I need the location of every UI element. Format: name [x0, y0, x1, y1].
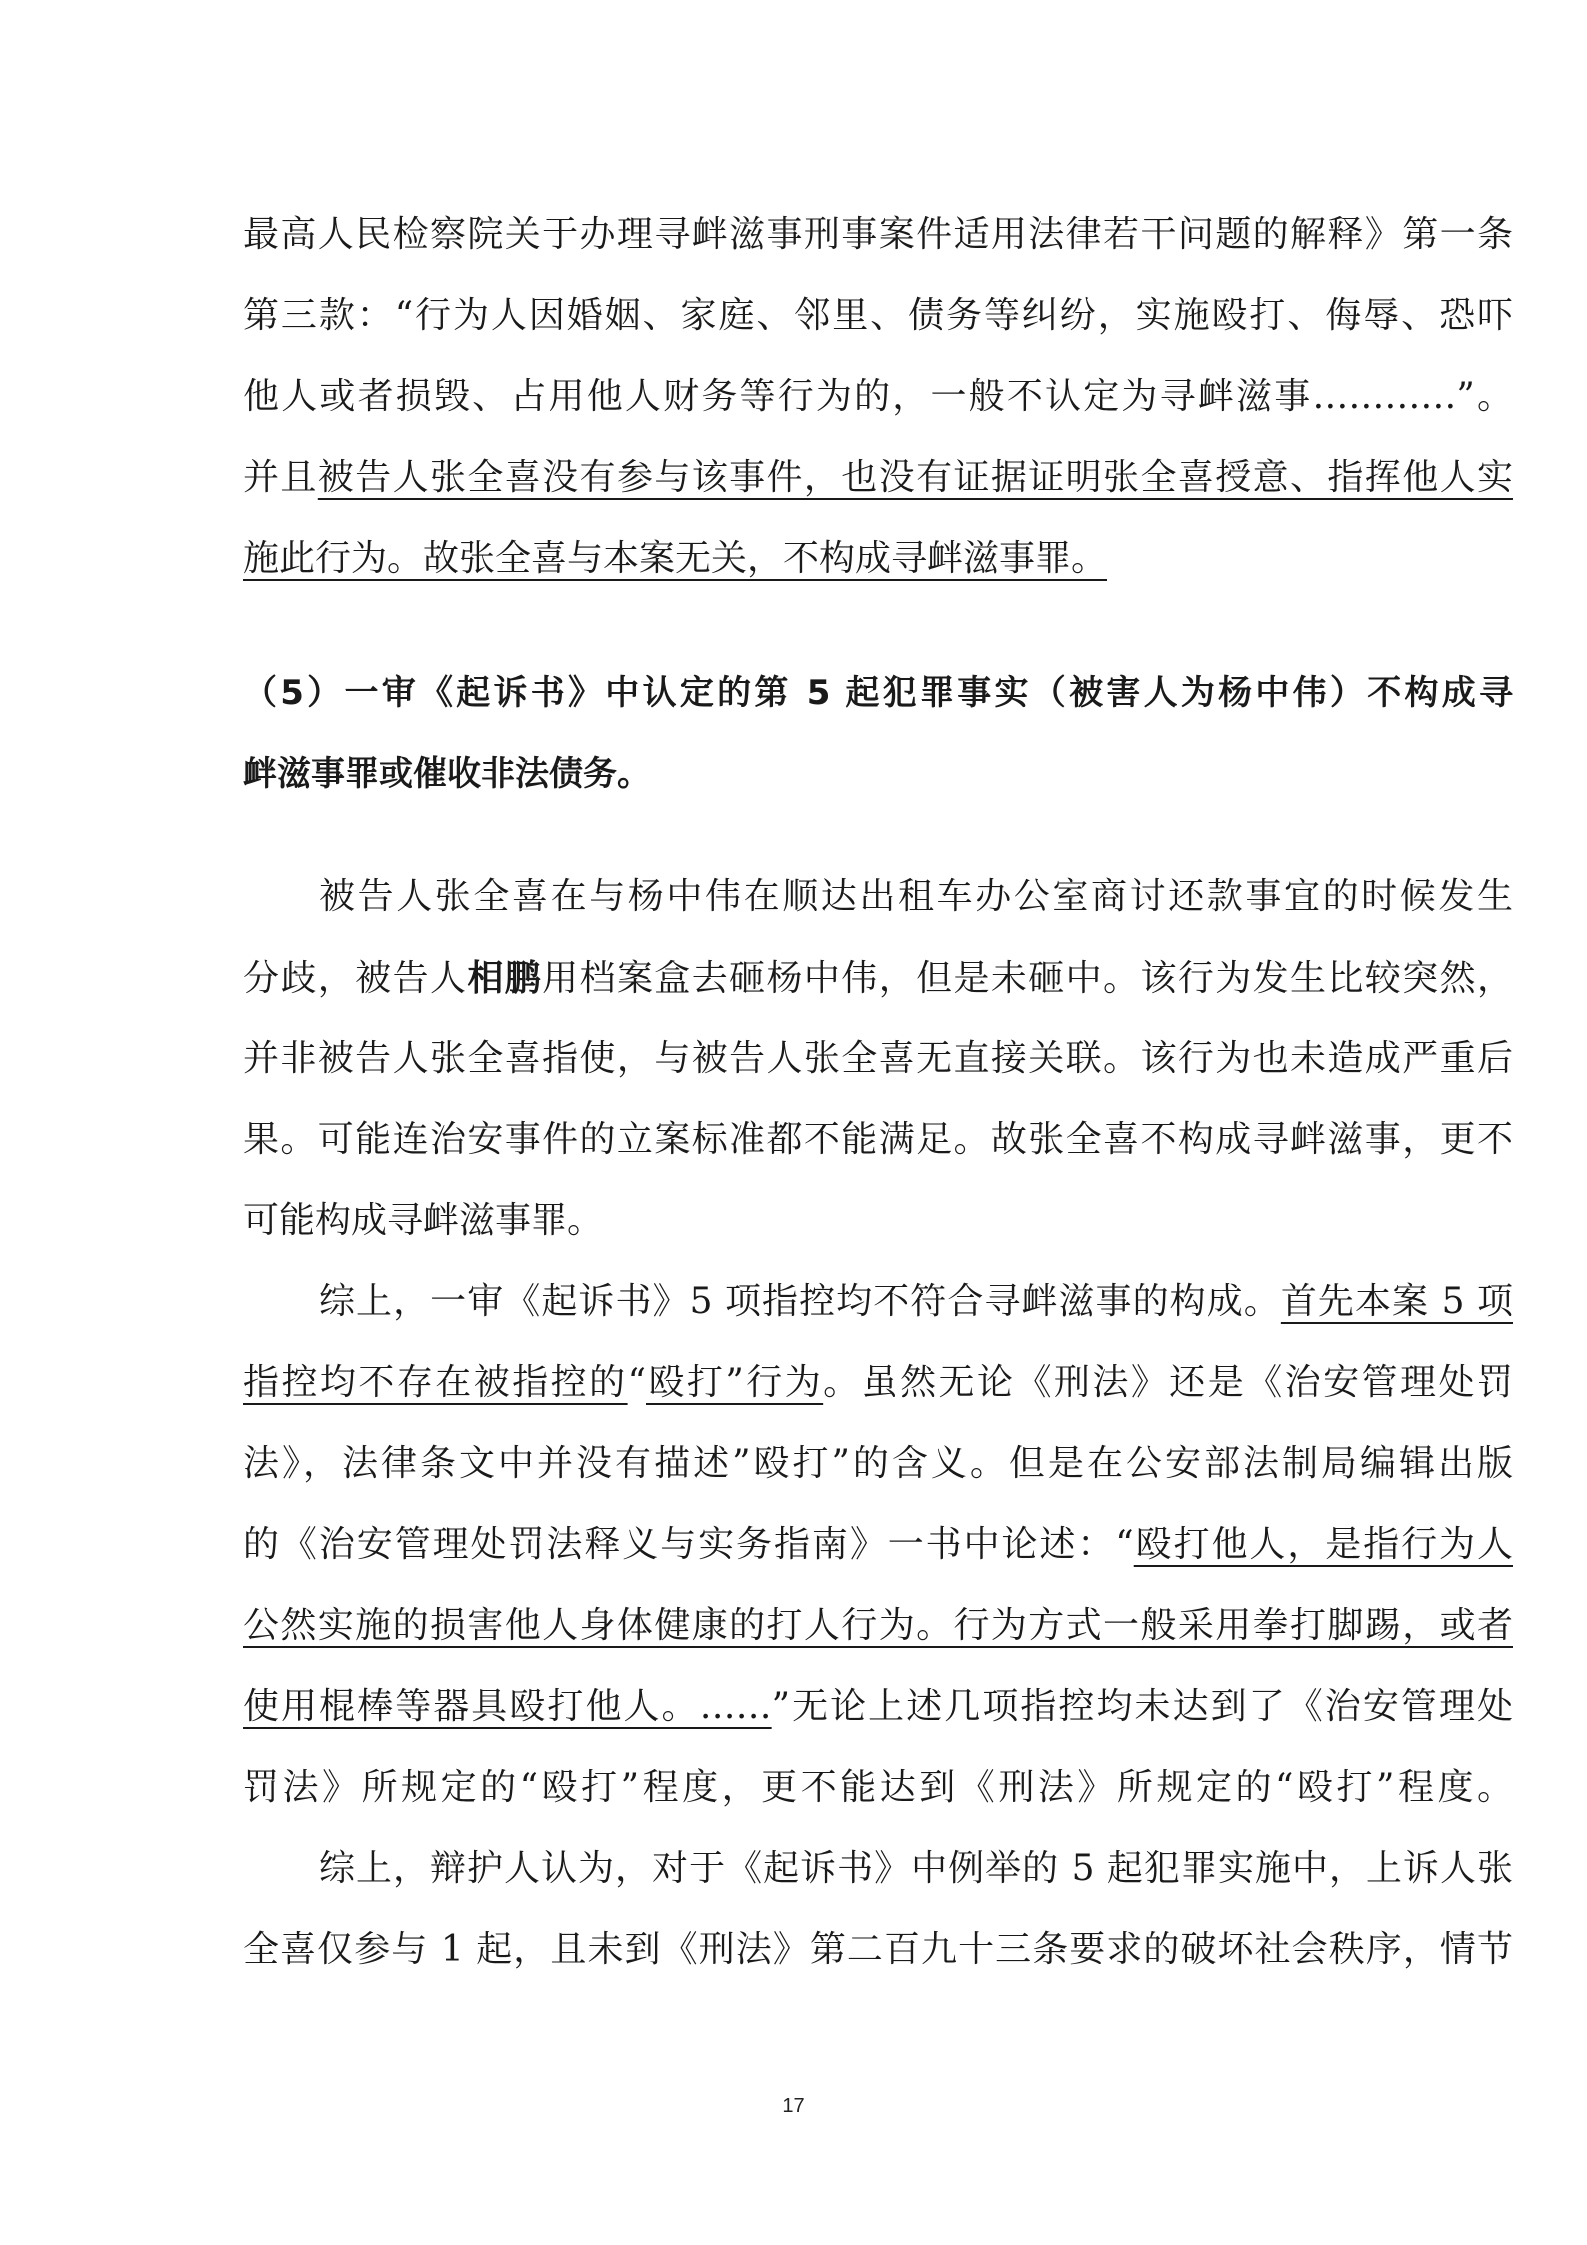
- section-heading-5-line-1: （5）一审《起诉书》中认定的第 5 起犯罪事实（被害人为杨中伟）不构成寻: [243, 673, 1513, 713]
- para3-line-4: [243, 1515, 1513, 1575]
- para3-line-2-underlined-1: 指控均不存在被指控的: [243, 1362, 628, 1403]
- para2-line-2-c: 用档案盒去砸杨中伟，但是未砸中。该行为发生比较突然，: [542, 958, 1513, 999]
- para3-line-1-plain: 综上，一审《起诉书》5 项指控均不符合寻衅滋事的构成。: [319, 1281, 1281, 1322]
- para1-line-4-plain: 并且: [243, 457, 318, 498]
- para3-line-5: [243, 1596, 1513, 1656]
- para3-line-6: [243, 1677, 1513, 1737]
- page-number: 17: [782, 2095, 805, 2117]
- para3-line-2: [243, 1353, 1513, 1413]
- para3-line-2-quote: “: [627, 1362, 646, 1403]
- para3-line-7: 罚法》所规定的“殴打”程度，更不能达到《刑法》所规定的“殴打”程度。: [243, 1767, 1513, 1808]
- para3-line-2-underlined-2: 殴打”行为: [646, 1362, 824, 1403]
- para3-line-1-underlined: 首先本案 5 项: [1280, 1281, 1513, 1322]
- para1-line-2: 第三款：“行为人因婚姻、家庭、邻里、债务等纠纷，实施殴打、侮辱、恐吓: [243, 295, 1513, 336]
- para3-line-3: 法》，法律条文中并没有描述”殴打”的含义。但是在公安部法制局编辑出版: [243, 1443, 1513, 1484]
- para2-line-5: 可能构成寻衅滋事罪。: [243, 1200, 604, 1241]
- para2-line-2-bold-name: 相鹏: [467, 957, 543, 999]
- section-heading-5-line-2: 衅滋事罪或催收非法债务。: [243, 754, 651, 794]
- para3-line-5-underlined: 公然实施的损害他人身体健康的打人行为。行为方式一般采用拳打脚踢，或者: [243, 1605, 1513, 1646]
- para1-line-4-underlined: 被告人张全喜没有参与该事件，也没有证据证明张全喜授意、指挥他人实: [317, 457, 1513, 498]
- para1-line-3: 他人或者损毁、占用他人财务等行为的，一般不认定为寻衅滋事…………”。: [243, 376, 1513, 417]
- para3-line-2-plain: 。虽然无论《刑法》还是《治安管理处罚: [823, 1362, 1513, 1403]
- para4-line-2: 全喜仅参与 1 起，且未到《刑法》第二百九十三条要求的破坏社会秩序，情节: [243, 1929, 1513, 1970]
- para2-line-4: 果。可能连治安事件的立案标准都不能满足。故张全喜不构成寻衅滋事，更不: [243, 1119, 1513, 1160]
- para3-line-6-plain: ”无论上述几项指控均未达到了《治安管理处: [771, 1686, 1513, 1727]
- para2-line-1: 被告人张全喜在与杨中伟在顺达出租车办公室商讨还款事宜的时候发生: [319, 876, 1513, 917]
- para2-line-2-a: 分歧，被告人: [243, 958, 468, 999]
- para3-line-4-plain: 的《治安管理处罚法释义与实务指南》一书中论述：“: [243, 1524, 1134, 1565]
- para4-line-1: 综上，辩护人认为，对于《起诉书》中例举的 5 起犯罪实施中，上诉人张: [319, 1848, 1513, 1889]
- para1-line-5: [243, 529, 1513, 589]
- para3-line-1: [243, 1272, 1513, 1332]
- para3-line-4-underlined: 殴打他人，是指行为人: [1133, 1524, 1513, 1565]
- para1-line-1: 最高人民检察院关于办理寻衅滋事刑事案件适用法律若干问题的解释》第一条: [243, 214, 1513, 255]
- para2-line-2: [243, 948, 1513, 1008]
- para1-line-4: [243, 448, 1513, 508]
- para1-line-5-underlined: 施此行为。故张全喜与本案无关，不构成寻衅滋事罪。: [243, 538, 1108, 579]
- para3-line-6-underlined: 使用棍棒等器具殴打他人。……: [243, 1686, 772, 1727]
- para2-line-3: 并非被告人张全喜指使，与被告人张全喜无直接关联。该行为也未造成严重后: [243, 1038, 1513, 1079]
